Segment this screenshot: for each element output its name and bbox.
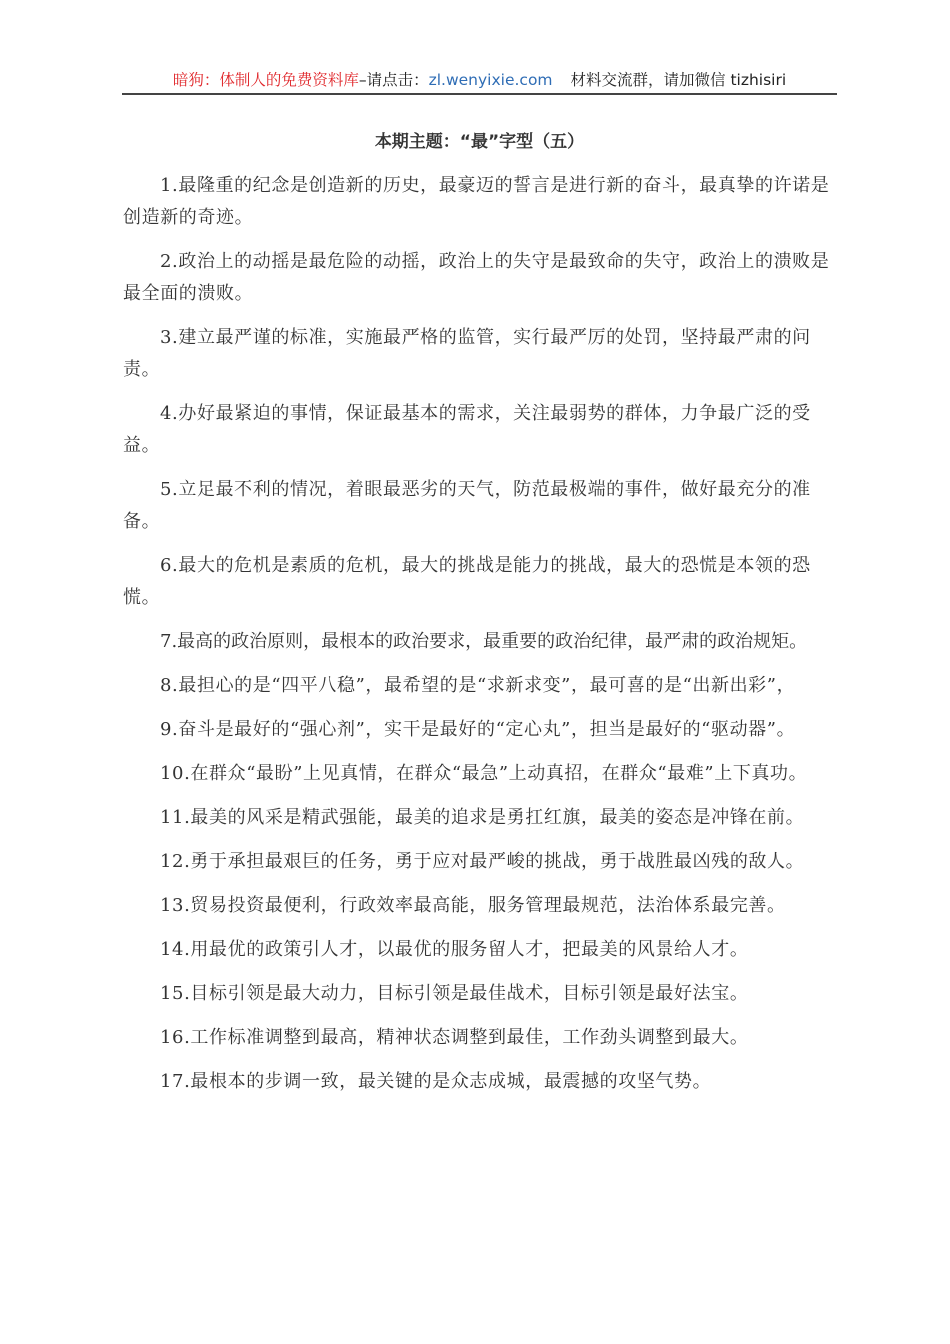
list-item: 9.奋斗是最好的“强心剂”，实干是最好的“定心丸”，担当是最好的“驱动器”。 — [160, 719, 796, 740]
list-item: 8.最担心的是“四平八稳”，最希望的是“求新求变”，最可喜的是“出新出彩”， — [160, 675, 796, 696]
page-header — [122, 68, 837, 95]
list-item: 4.办好最紧迫的事情，保证最基本的需求，关注最弱势的群体，力争最广泛的受益。 — [123, 403, 811, 456]
list-item: 16.工作标准调整到最高，精神状态调整到最佳，工作劲头调整到最大。 — [160, 1027, 749, 1048]
website-link[interactable]: zl.wenyixie.com — [428, 71, 553, 89]
list-item: 3.建立最严谨的标准，实施最严格的监管，实行最严厉的处罚，坚持最严肃的问责。 — [123, 327, 811, 380]
list-item: 14.用最优的政策引人才，以最优的服务留人才，把最美的风景给人才。 — [160, 939, 749, 960]
list-item: 6.最大的危机是素质的危机，最大的挑战是能力的挑战，最大的恐慌是本领的恐慌。 — [123, 555, 811, 608]
wechat-text: 材料交流群，请加微信 tizhisiri — [570, 71, 787, 89]
list-item: 12.勇于承担最艰巨的任务，勇于应对最严峻的挑战，勇于战胜最凶残的敌人。 — [160, 851, 805, 872]
list-item: 2.政治上的动摇是最危险的动摇，政治上的失守是最致命的失守，政治上的溃败是最全面的溃败。 — [123, 251, 830, 304]
list-item: 5.立足最不利的情况，着眼最恶劣的天气，防范最极端的事件，做好最充分的准备。 — [123, 479, 811, 532]
list-item: 11.最美的风采是精武强能，最美的追求是勇扛红旗，最美的姿态是冲锋在前。 — [160, 807, 805, 828]
document-title: 本期主题：“最”字型（五） — [374, 132, 585, 152]
click-prompt: –请点击： — [358, 71, 429, 89]
list-item: 17.最根本的步调一致，最关键的是众志成城，最震撼的攻坚气势。 — [160, 1071, 712, 1092]
list-item: 13.贸易投资最便利，行政效率最高能，服务管理最规范，法治体系最完善。 — [160, 895, 786, 916]
list-item: 7.最高的政治原则，最根本的政治要求，最重要的政治纪律，最严肃的政治规矩。 — [160, 631, 808, 652]
document-body — [123, 170, 838, 1110]
list-item: 15.目标引领是最大动力，目标引领是最佳战术，目标引领是最好法宝。 — [160, 983, 749, 1004]
list-item: 1.最隆重的纪念是创造新的历史，最豪迈的誓言是进行新的奋斗，最真挚的许诺是创造新的奇迹。 — [123, 175, 830, 228]
list-item: 10.在群众“最盼”上见真情，在群众“最急”上动真招，在群众“最难”上下真功。 — [160, 763, 808, 784]
brand-text: 暗狗：体制人的免费资料库 — [172, 71, 359, 89]
